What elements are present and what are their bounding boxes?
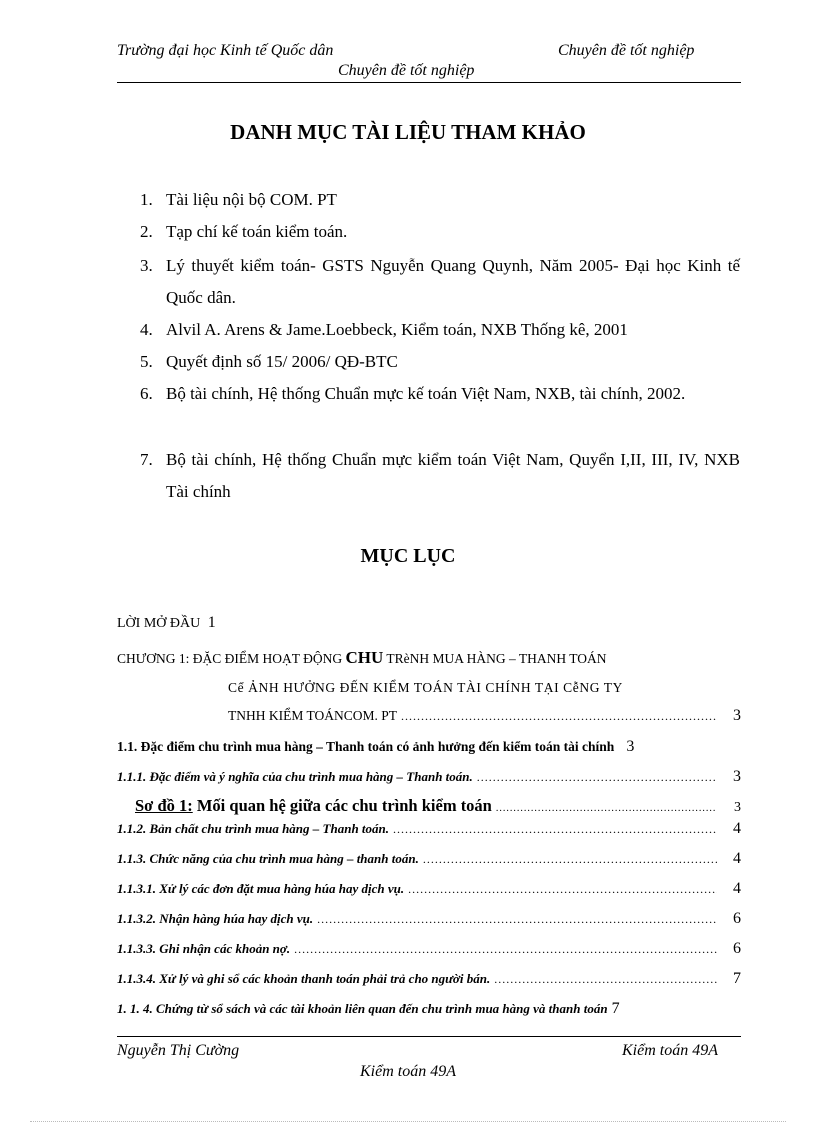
- toc-entry-label: 1.1.3.2. Nhận hàng húa hay dịch vụ.: [117, 911, 314, 926]
- toc-page: 4: [733, 820, 741, 837]
- ref-text-4: Alvil A. Arens & Jame.Loebbeck, Kiểm toán, NXB Thống kê, 2001: [166, 320, 628, 339]
- toc-entry[interactable]: [117, 880, 741, 898]
- page-bottom-border: [30, 1121, 786, 1122]
- ref-text-1: Tài liệu nội bộ COM. PT: [166, 190, 337, 209]
- toc-chapter-line3[interactable]: [228, 707, 741, 725]
- toc-entry[interactable]: [117, 820, 741, 838]
- ref-text-3: Lý thuyết kiểm toán- GSTS Nguyễn Quang Quynh, Năm 2005- Đại học Kinh tế Quốc dân.: [166, 256, 740, 307]
- toc-intro[interactable]: [117, 614, 216, 632]
- toc-leader: [494, 972, 717, 987]
- toc-entry-label: 1.1.3. Chức năng của chu trình mua hàng – thanh toán.: [117, 851, 419, 866]
- toc-entry-label: 1.1.3.3. Ghi nhận các khoản nợ.: [117, 941, 291, 956]
- toc-chapter-line1[interactable]: [117, 648, 741, 668]
- ref-num-5: 5.: [140, 352, 153, 371]
- toc-chapter-big: CHU: [345, 648, 384, 667]
- toc-leader: [401, 709, 717, 724]
- header-rule: [117, 82, 741, 83]
- ref-text-2: Tạp chí kế toán kiểm toán.: [166, 222, 348, 241]
- ref-num-4: 4.: [140, 320, 153, 339]
- references-title: DANH MỤC TÀI LIỆU THAM KHẢO: [230, 120, 586, 144]
- diagram-label-prefix: Sơ đồ 1:: [135, 796, 193, 815]
- footer-author: Nguyễn Thị Cường: [117, 1042, 240, 1059]
- toc-chapter-text1: CHƯƠNG 1: ĐẶC ĐIỂM HOẠT ĐỘNG: [117, 651, 346, 666]
- toc-leader: [477, 770, 717, 785]
- toc-entry[interactable]: [117, 768, 741, 786]
- footer-class: Kiểm toán 49A: [622, 1042, 718, 1059]
- toc-page: 3: [733, 768, 741, 785]
- ref-text-7: Bộ tài chính, Hệ thống Chuẩn mực kiểm toán Việt Nam, Quyển I,II, III, IV, NXB Tài chính: [166, 450, 740, 501]
- ref-num-1: 1.: [140, 190, 153, 209]
- toc-entry-label: [135, 796, 492, 816]
- toc-page: 7: [733, 970, 741, 987]
- ref-num-7: 7.: [140, 450, 153, 469]
- toc-leader: [408, 882, 717, 897]
- toc-entry[interactable]: [117, 910, 741, 928]
- ref-text-6: Bộ tài chính, Hệ thống Chuẩn mực kế toán Việt Nam, NXB, tài chính, 2002.: [166, 384, 686, 403]
- toc-leader: [294, 942, 717, 957]
- toc-page: 4: [733, 850, 741, 867]
- toc-intro-label: LỜI MỞ ĐẦU: [117, 616, 201, 631]
- header-topic-center: Chuyên đề tốt nghiệp: [338, 62, 475, 79]
- toc-page: 3: [733, 707, 741, 724]
- toc-page: 3: [734, 800, 741, 815]
- ref-num-6: 6.: [140, 384, 153, 403]
- header-topic: Chuyên đề tốt nghiệp: [558, 42, 695, 59]
- toc-entry[interactable]: [117, 970, 741, 988]
- toc-entry-label: 1. 1. 4. Chứng từ sổ sách và các tài khoản liên quan đến chu trình mua hàng và thanh toán: [117, 1001, 608, 1016]
- toc-chapter-line2: Cể ẢNH HƯỞNG ĐẾN KIỂM TOÁN TÀI CHÍNH TẠI CễNG TY: [228, 680, 624, 695]
- toc-entry[interactable]: [117, 738, 741, 756]
- toc-intro-page: 1: [207, 614, 216, 631]
- footer-class-center: Kiểm toán 49A: [360, 1063, 456, 1080]
- toc-chapter-label3: TNHH KIỂM TOÁNCOM. PT: [228, 708, 398, 723]
- toc-leader: [317, 912, 717, 927]
- toc-page: 6: [733, 940, 741, 957]
- toc-entry-diagram[interactable]: [135, 796, 741, 816]
- footer-rule: [117, 1036, 741, 1037]
- toc-title: MỤC LỤC: [360, 545, 456, 567]
- toc-chapter-text1-rest: TRèNH MUA HÀNG – THANH TOÁN: [383, 651, 607, 666]
- header-school: Trường đại học Kinh tế Quốc dân: [117, 42, 334, 59]
- toc-entry[interactable]: [117, 1000, 741, 1018]
- toc-entry-label: 1.1.2. Bản chất chu trình mua hàng – Thanh toán.: [117, 821, 390, 836]
- toc-page: 4: [733, 880, 741, 897]
- toc-page: 3: [626, 738, 635, 755]
- ref-num-3: 3.: [140, 256, 153, 275]
- toc-leader: [423, 852, 717, 867]
- toc-entry-label: 1.1.3.4. Xử lý và ghi sổ các khoản thanh toán phải trả cho người bán.: [117, 971, 491, 986]
- toc-entry-label: 1.1. Đặc điểm chu trình mua hàng – Thanh toán có ảnh hưởng đến kiểm toán tài chính: [117, 739, 615, 754]
- ref-num-2: 2.: [140, 222, 153, 241]
- toc-entry[interactable]: [117, 940, 741, 958]
- toc-leader: [496, 803, 717, 814]
- ref-text-5: Quyết định số 15/ 2006/ QĐ-BTC: [166, 352, 398, 371]
- toc-page: 6: [733, 910, 741, 927]
- toc-entry-label: 1.1.1. Đặc điểm và ý nghĩa của chu trình mua hàng – Thanh toán.: [117, 769, 473, 784]
- toc-page: 7: [611, 1000, 620, 1017]
- diagram-label-text: Mối quan hệ giữa các chu trình kiểm toán: [192, 796, 492, 815]
- toc-entry-label: 1.1.3.1. Xử lý các đơn đặt mua hàng húa hay dịch vụ.: [117, 881, 405, 896]
- toc-leader: [393, 822, 717, 837]
- toc-entry[interactable]: [117, 850, 741, 868]
